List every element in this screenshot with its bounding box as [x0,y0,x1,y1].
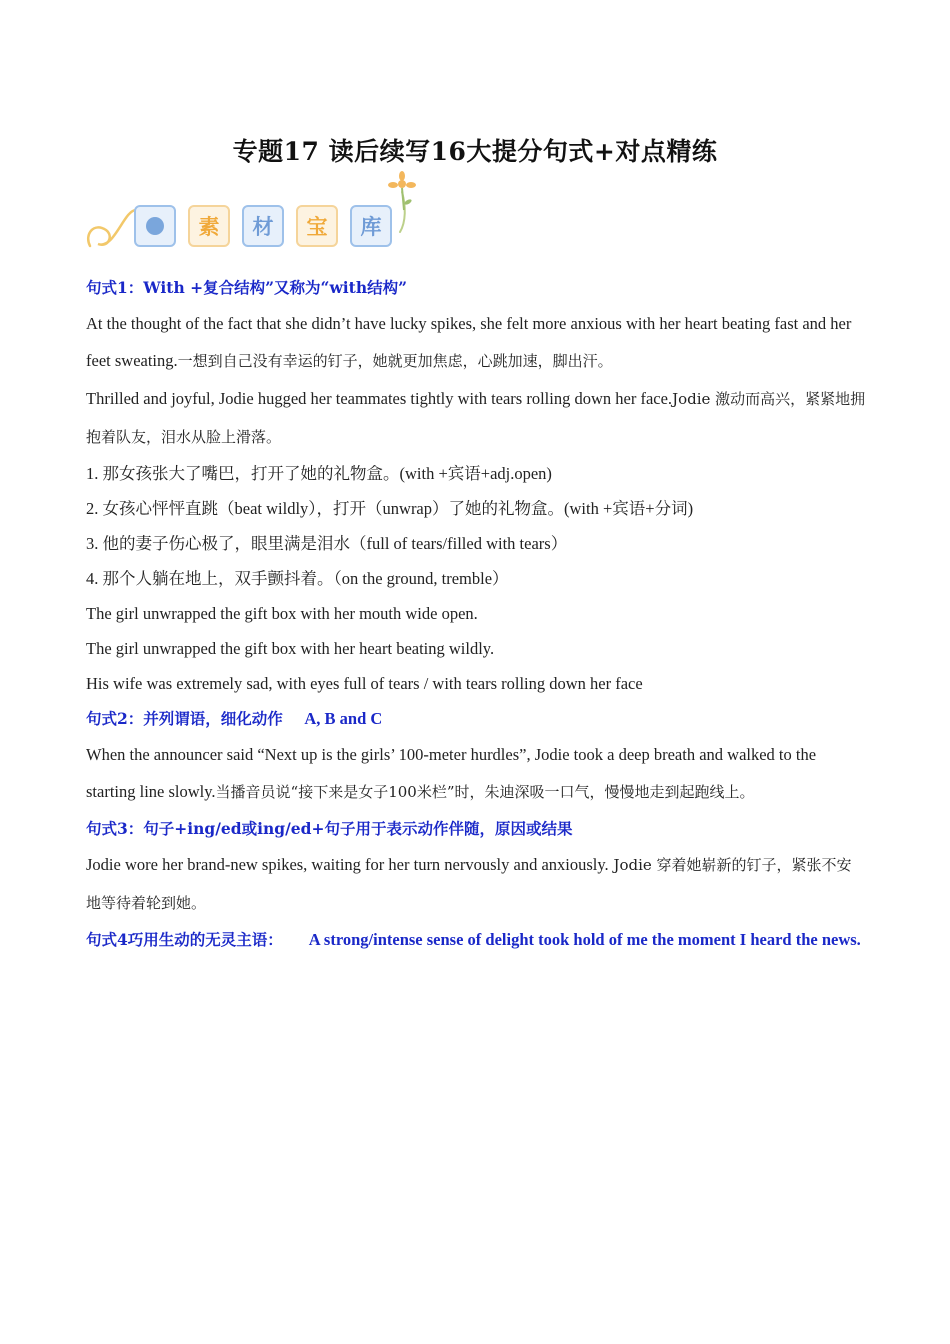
exercise-item-3: 3. 他的妻子伤心极了，眼里满是泪水（full of tears/filled with tears） [86,534,568,553]
example-cn: 当播音员说“接下来是女子100米栏”时，朱迪深吸一口气，慢慢地走到起跑线上。 [215,783,755,801]
example-en: When the announcer said “Next up is the girls’ 100-meter hurdles”, Jodie took a deep breath and walked to the starting line slowly. [86,745,817,801]
document-body [86,270,866,957]
banner-tile-circle [134,205,176,247]
section-2-heading [86,701,866,736]
answer-2: The girl unwrapped the gift box with her heart beating wildly. [86,639,495,658]
section-2-heading-en: A, B and C [304,709,383,728]
example-en: At the thought of the fact that she didn’t have lucky spikes, she felt more anxious with her heart beating fast and her feet sweating. [86,314,852,370]
example-cn: Jodie 激动而高兴，紧紧地拥抱着队友，泪水从脸上滑落。 [86,390,866,446]
example-en: Thrilled and joyful, Jodie hugged her teammates tightly with tears rolling down her face. [86,389,673,408]
material-library-banner [84,170,424,256]
section-1-heading: 句式1：With +复合结构”又称为“with结构” [86,278,408,297]
section-4-example: A strong/intense sense of delight took hold of me the moment I heard the news. [308,930,861,949]
answer-3: His wife was extremely sad, with eyes full of tears / with tears rolling down her face [86,674,643,693]
exercise-item-1: 1. 那女孩张大了嘴巴，打开了她的礼物盒。(with +宾语+adj.open) [86,464,552,483]
example-en: Jodie wore her brand-new spikes, waiting for her turn nervously and anxiously. [86,855,609,874]
example-cn: Jodie 穿着她崭新的钉子，紧张不安地等待着轮到她。 [86,856,852,912]
exercise-item-2: 2. 女孩心怦怦直跳（beat wildly），打开（unwrap）了她的礼物盒。(with +宾语+分词) [86,499,694,518]
half-circle-icon [146,217,164,235]
section-1-example-1 [86,305,866,380]
section-4-label: 句式4巧用生动的无灵主语： [86,930,283,949]
example-cn: 一想到自己没有幸运的钉子，她就更加焦虑，心跳加速，脚出汗。 [177,352,613,370]
exercise-item-4: 4. 那个人躺在地上，双手颤抖着。（on the ground, tremble） [86,569,509,588]
page-title: 专题17 读后续写16大提分句式+对点精练 [232,137,718,166]
section-3-example [86,846,866,922]
section-4-heading [86,922,866,957]
section-2-heading-cn: 句式2：并列谓语，细化动作 [86,709,283,728]
banner-tile-cai: 材 [242,205,284,247]
banner-tile-su: 素 [188,205,230,247]
banner-tile-ku: 库 [350,205,392,247]
banner-tile-bao: 宝 [296,205,338,247]
flower-icon [388,171,416,210]
section-1-example-2 [86,380,866,456]
section-2-example [86,736,866,811]
answer-1: The girl unwrapped the gift box with her mouth wide open. [86,604,478,623]
section-3-heading: 句式3：句子+ing/ed或ing/ed+句子用于表示动作伴随，原因或结果 [86,819,573,838]
